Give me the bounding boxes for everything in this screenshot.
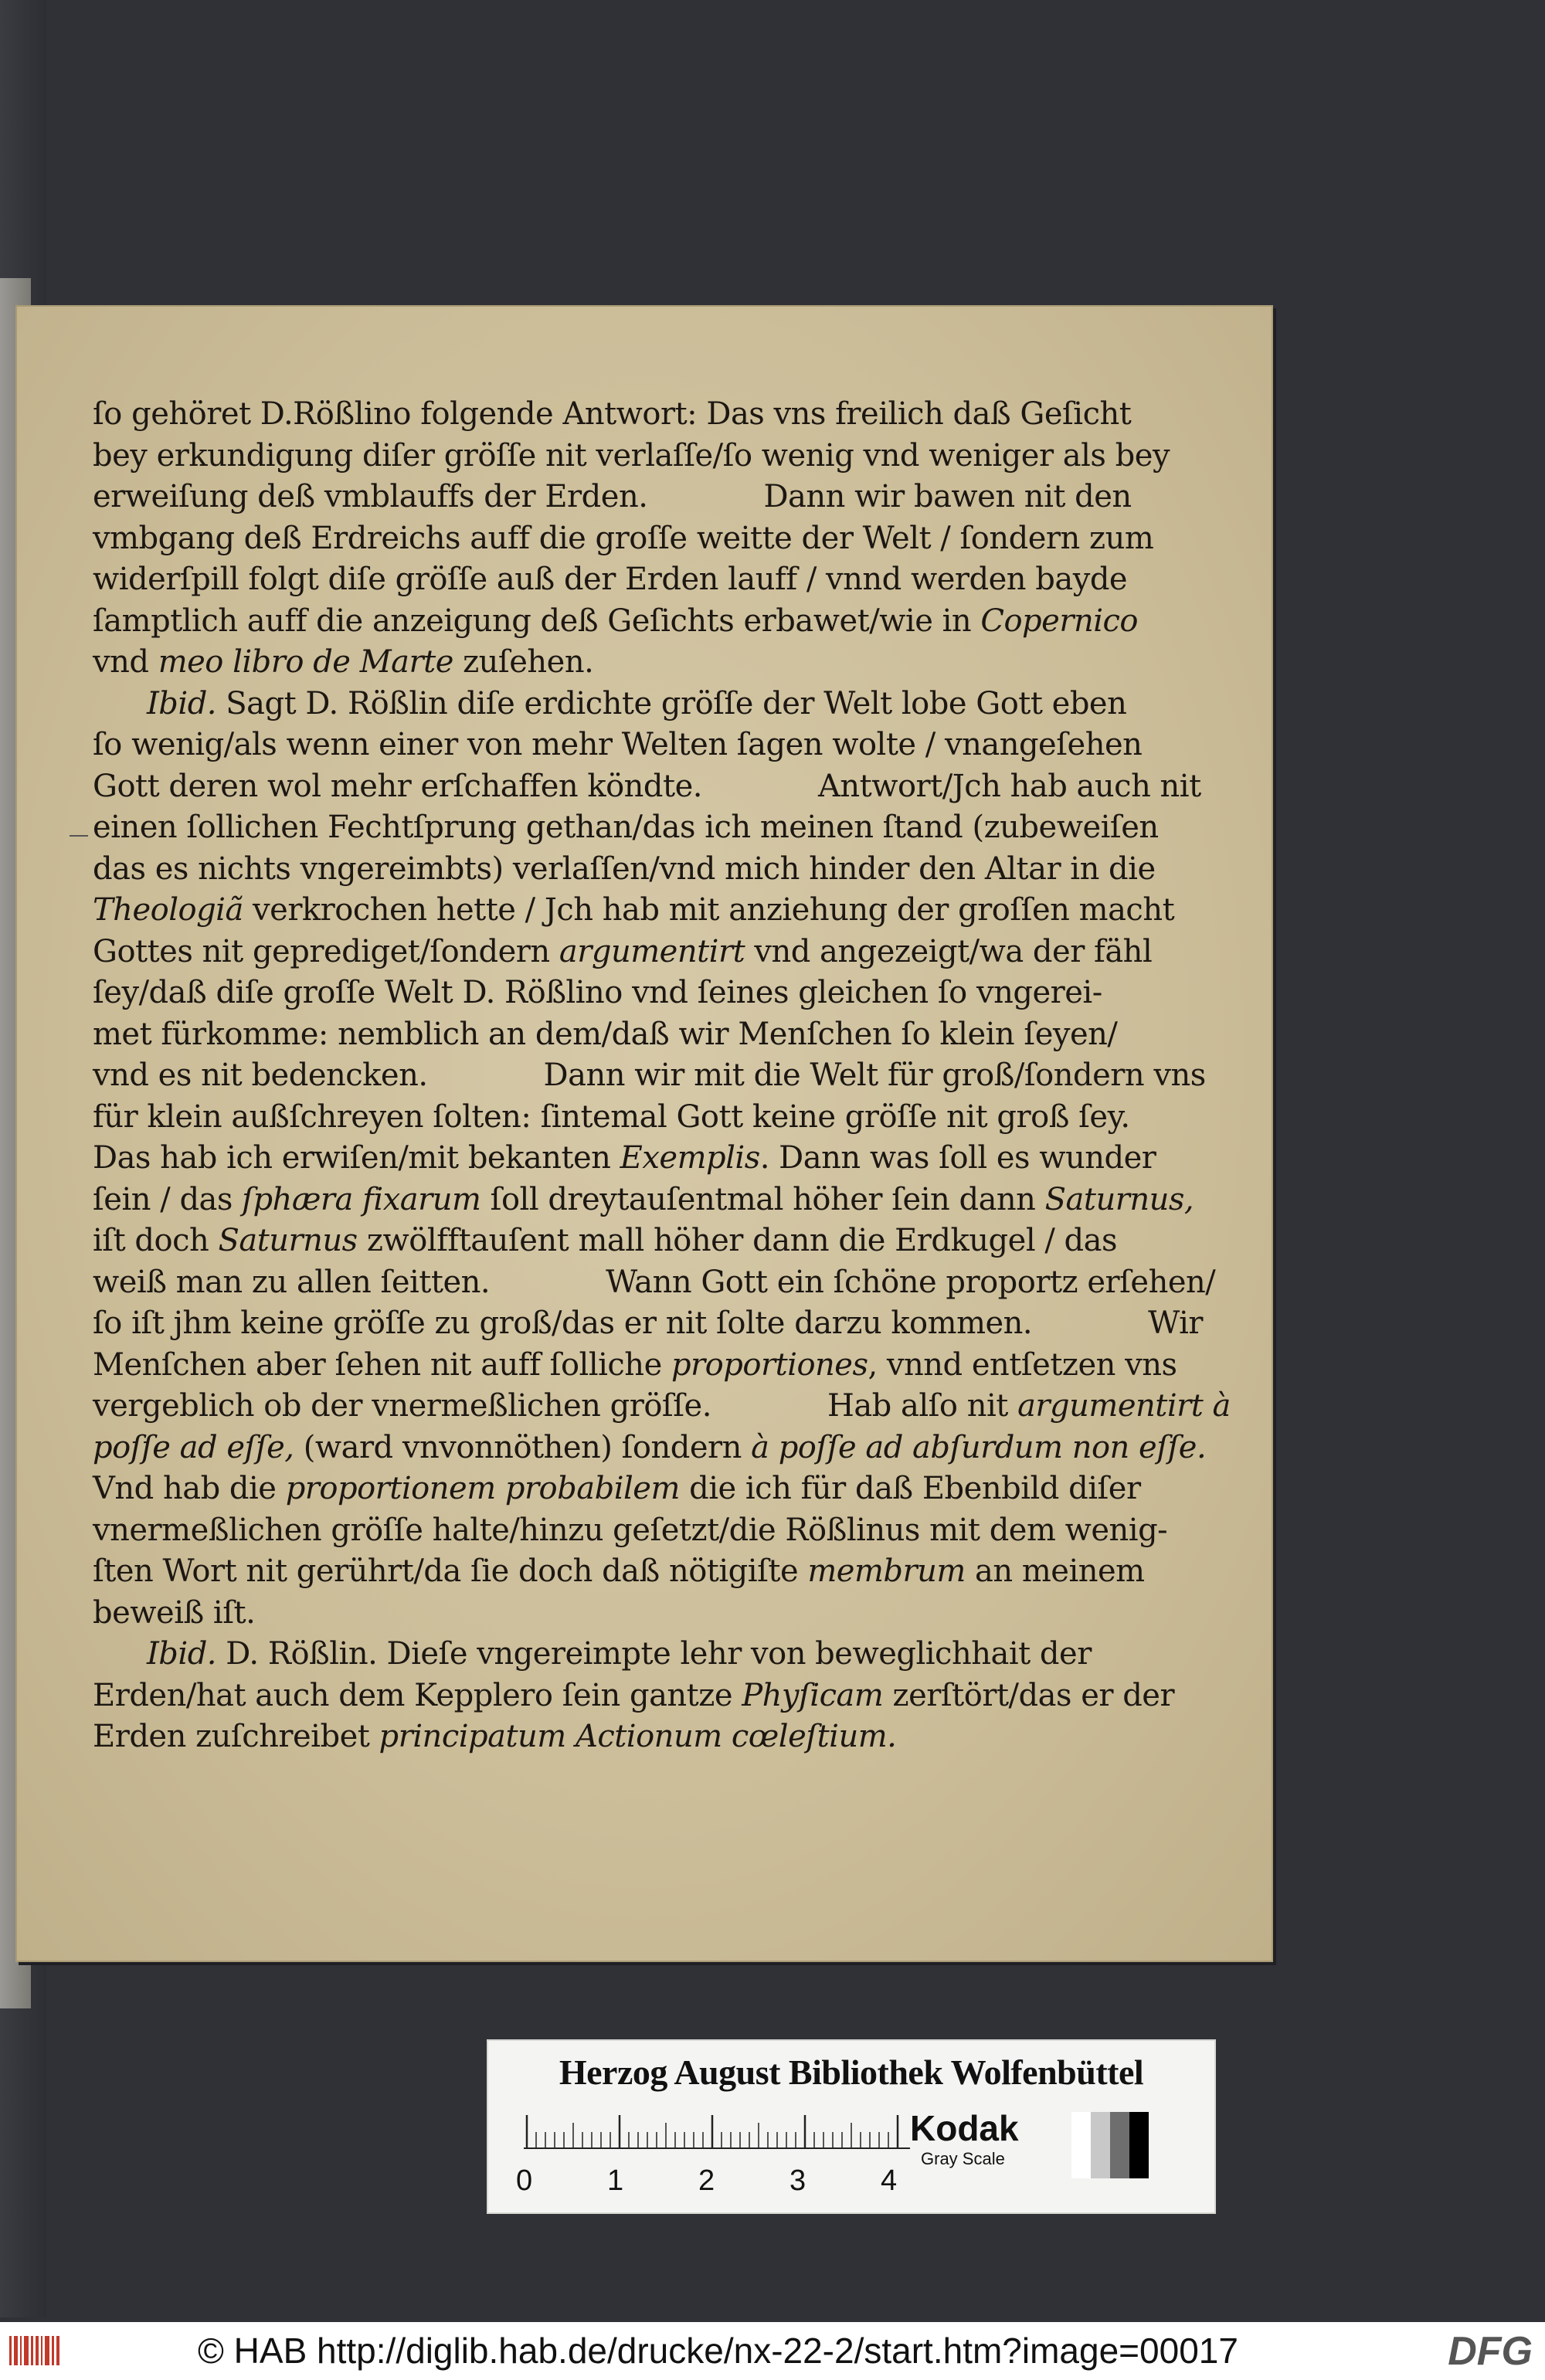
text-segment: die ich für daß Ebenbild diſer [679,1471,1141,1506]
latin-term: Ibid. [147,685,217,721]
latin-term: Ibid. [147,1636,217,1672]
text-segment: vnermeßlichen gröſſe halte/hinzu geſetzt/die Rößlinus mit dem wenig- [93,1512,1168,1548]
text-line [93,1055,1206,1097]
text-segment: iſt doch [93,1223,219,1258]
text-line [93,849,1156,891]
margin-mark [70,835,88,837]
library-name: Herzog August Bibliothek Wolfenbüttel [559,2052,1144,2092]
text-line [93,642,1112,684]
text-line [93,1097,1130,1139]
text-segment: vnd angezeigt/wa der fähl [745,933,1153,969]
text-line [93,973,1112,1014]
text-segment: vmbgang deß Erdreichs auff die groſſe weitte der Welt / ſondern zum [93,520,1154,556]
text-segment: Dann wir bawen nit den [763,479,1132,514]
latin-term: Saturnus [218,1223,358,1258]
text-line [93,766,1201,808]
text-segment: beweiß iſt. [93,1594,256,1631]
book-page [15,305,1273,1962]
text-segment: zwölfftauſent mall höher dann die Erdkugel / das [357,1223,1117,1258]
text-line [93,1014,1118,1056]
kodak-logo: Kodak [910,2108,1019,2148]
source-url[interactable]: © HAB http://diglib.hab.de/drucke/nx-22-2/start.htm?image=00017 [198,2331,1238,2371]
text-line [93,1634,1112,1676]
text-segment: Vnd hab die [93,1471,286,1506]
text-segment: D. Rößlin. Dieſe vngereimpte lehr von beweglichhait der [216,1636,1092,1672]
text-segment: . Dann was ſoll es wunder [759,1140,1156,1176]
barcode-icon [8,2333,62,2368]
text-line [93,1551,1145,1593]
text-segment: ſten Wort nit gerührt/da ſie doch daß nötigiſte [93,1553,808,1589]
footer-bar [0,2322,1545,2380]
text-segment: ſoll dreytauſentmal höher ſein dann [480,1181,1045,1217]
text-segment: zuſehen. [453,644,594,680]
latin-term: Phyſicam [742,1677,884,1713]
text-line [93,559,1128,601]
text-line [93,518,1154,560]
text-line [93,725,1143,766]
text-segment: erweiſung deß vmblauffs der Erden. [93,479,648,514]
text-segment: , vnnd entſetzen vns [868,1346,1177,1383]
latin-term: poſſe ad eſſe, [93,1429,294,1465]
latin-term: proportiones [671,1346,868,1383]
latin-term: membrum [807,1553,966,1589]
text-line [93,436,1170,477]
dfg-logo: DFG [1448,2329,1533,2374]
text-line [93,890,1175,932]
text-segment: ſein / das [93,1181,243,1217]
text-segment: ſey/daß diſe groſſe Welt D. Rößlino vnd ſeines gleichen ſo vngerei- [93,975,1102,1010]
text-segment: bey erkundigung diſer gröſſe nit verlaſſe/ſo wenig vnd weniger als bey [93,437,1170,474]
text-line [93,807,1159,849]
text-line [93,1676,1175,1717]
latin-term: argumentirt à [1017,1388,1231,1424]
text-segment: Dann wir mit die Welt für groß/ſondern vns [543,1058,1206,1093]
text-segment: widerſpill folgt diſe gröſſe auß der Erden lauff / vnnd werden bayde [93,562,1128,597]
text-line [93,1262,1216,1304]
latin-term: ſphæra fixarum [242,1181,481,1217]
latin-term: proportionem probabilem [285,1471,680,1506]
text-segment: für klein außſchreyen ſolten: ſintemal Gott keine gröſſe nit groß ſey. [93,1098,1130,1135]
gray-swatch [1110,2112,1129,2178]
gray-swatches [1071,2112,1149,2178]
text-line [93,1138,1156,1180]
ruler-number: 4 [881,2164,898,2197]
latin-term: argumentirt [559,933,745,969]
ruler-number: 2 [698,2164,715,2197]
text-line [93,1386,1231,1428]
text-line [93,394,1132,436]
ruler-number: 3 [789,2164,806,2197]
text-line [93,1180,1194,1221]
text-line [93,932,1153,973]
text-segment: verkrochen hette / Jch hab mit anziehung der groſſen macht [243,892,1175,928]
text-line [93,1510,1168,1552]
ruler-scale [524,2115,910,2149]
text-line [93,1716,1112,1758]
text-segment: Wir [1148,1305,1203,1341]
text-segment: Hab alſo nit [827,1388,1018,1424]
text-segment: ſamptlich auff die anzeigung deß Geſichts erbawet/wie in [93,603,981,639]
text-segment: met fürkomme: nemblich an dem/daß wir Menſchen ſo klein ſeyen/ [93,1016,1118,1052]
latin-term: à poſſe ad abſurdum non eſſe. [751,1429,1207,1465]
latin-term: principatum Actionum cœleſtium. [379,1719,897,1754]
text-line [93,684,1127,725]
text-segment: vnd es nit bedencken. [93,1058,428,1093]
gray-swatch [1129,2112,1149,2178]
text-line [93,1593,1112,1635]
text-segment: einen ſollichen Fechtſprung gethan/das ich meinen ſtand (zubeweiſen [93,810,1159,845]
text-segment: zerſtört/das er der [883,1677,1175,1713]
text-segment: Menſchen aber ſehen nit auff ſolliche [93,1346,671,1383]
latin-term: Saturnus, [1044,1181,1194,1217]
text-segment: vnd [93,644,158,680]
text-segment: ſo gehöret D.Rößlino folgende Antwort: Das vns freilich daß Geſicht [93,396,1132,432]
text-line [93,477,1132,518]
text-segment: ſo wenig/als wenn einer von mehr Welten ſagen wolte / vnangeſehen [93,727,1143,762]
text-segment: Gottes nit geprediget/ſondern [93,933,559,969]
ruler-numbers [516,2164,918,2203]
gray-swatch [1091,2112,1110,2178]
text-segment: Sagt D. Rößlin diſe erdichte gröſſe der Welt lobe Gott eben [216,685,1127,721]
color-calibration-card [487,2039,1216,2214]
latin-term: Exemplis [620,1140,760,1176]
latin-term: Copernico [980,603,1138,639]
text-line [93,1345,1177,1387]
gray-swatch [1071,2112,1091,2178]
text-segment: weiß man zu allen ſeitten. [93,1264,491,1300]
text-segment: Antwort/Jch hab auch nit [818,768,1201,804]
text-line [93,601,1138,643]
text-line [93,1428,1207,1469]
text-segment: an meinem [965,1553,1145,1589]
latin-term: Theologiã [93,892,243,928]
gray-scale-label: Gray Scale [921,2149,1005,2168]
text-segment: Erden/hat auch dem Kepplero ſein gantze [93,1677,742,1713]
text-line [93,1221,1117,1262]
text-segment: Erden zuſchreibet [93,1719,379,1754]
latin-term: meo libro de Marte [158,644,453,680]
text-segment: Gott deren wol mehr erſchaffen köndte. [93,768,702,804]
ruler-number: 1 [607,2164,624,2197]
text-segment: Wann Gott ein ſchöne proportz erſehen/ [606,1264,1216,1300]
text-segment: Das hab ich erwiſen/mit bekanten [93,1140,620,1176]
text-line [93,1468,1141,1510]
page-text [93,394,1231,1758]
text-segment: vergeblich ob der vnermeßlichen gröſſe. [93,1388,711,1424]
ruler-number: 0 [516,2164,533,2197]
text-segment: (ward vnvonnöthen) ſondern [294,1429,752,1465]
text-segment: das es nichts vngereimbts) verlaſſen/vnd mich hinder den Altar in die [93,850,1156,887]
text-segment: ſo iſt jhm keine gröſſe zu groß/das er nit ſolte darzu kommen. [93,1305,1033,1341]
text-line [93,1303,1203,1345]
